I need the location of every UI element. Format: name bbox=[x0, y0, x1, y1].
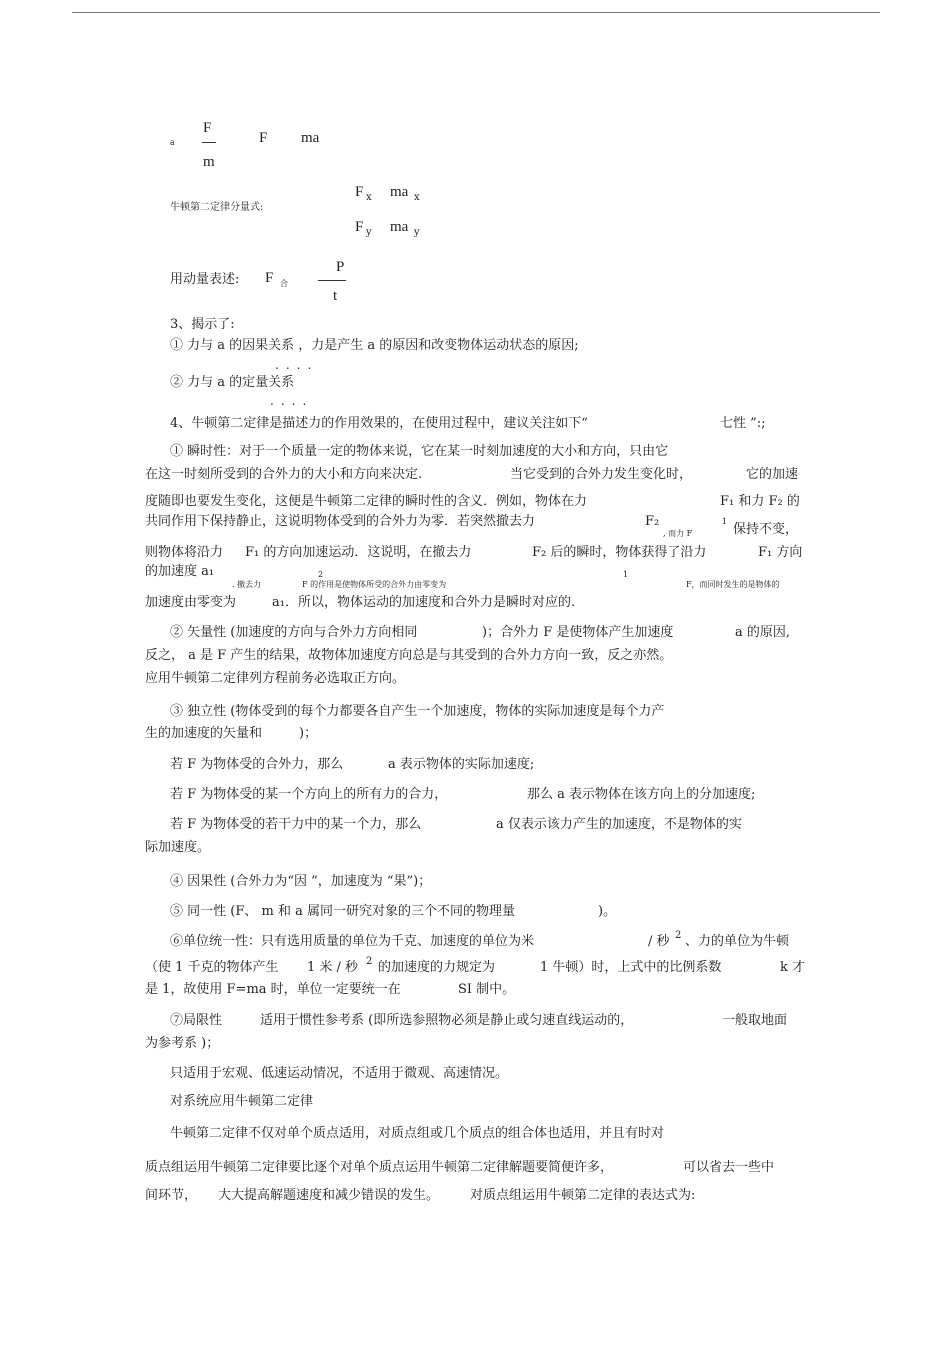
instant-line-4c: , 而力 F bbox=[663, 529, 693, 538]
formula-denominator: m bbox=[203, 154, 215, 170]
instant-line-4e: 保持不变， bbox=[733, 522, 799, 537]
indep-line-5b: a 仅表示该力产生的加速度，不是物体的实 bbox=[496, 817, 742, 832]
reveal-title: 3、揭示了: bbox=[170, 317, 235, 332]
unit-line-3b: SI 制中。 bbox=[458, 982, 516, 997]
indep-line-4b: 那么 a 表示物体在该方向上的分加速度; bbox=[527, 787, 756, 802]
system-line-3c: 对质点组运用牛顿第二定律的表达式为: bbox=[470, 1188, 696, 1203]
indep-line-4a: 若 F 为物体受的某一个方向上的所有力的合力， bbox=[170, 787, 448, 802]
system-line-3b: 大大提高解题速度和减少错误的发生。 bbox=[218, 1188, 440, 1203]
seven-props-intro: 4、牛顿第二定律是描述力的作用效果的，在使用过程中，建议关注如下“ bbox=[170, 416, 588, 431]
system-title: 对系统应用牛顿第二定律 bbox=[170, 1094, 314, 1109]
fy: F bbox=[355, 219, 364, 235]
momentum-he: 合 bbox=[280, 279, 288, 288]
same-line-a: ⑤ 同一性 (F、 m 和 a 属同一研究对象的三个不同的物理量 bbox=[170, 904, 515, 919]
fx: F bbox=[355, 184, 364, 200]
formula-a: a bbox=[170, 138, 175, 147]
formula-ma: ma bbox=[301, 130, 320, 146]
instant-line-2b: 当它受到的合外力发生变化时， bbox=[510, 467, 693, 482]
instant-line-5a: 则物体将沿力 bbox=[145, 545, 224, 560]
instant-line-3a: 度随即也要发生变化，这便是牛顿第二定律的瞬时性的含义．例如，物体在力 bbox=[145, 494, 588, 509]
indep-line-2a: 生的加速度的矢量和 bbox=[145, 726, 263, 741]
instant-line-5b: F₁ 的方向加速运动．这说明，在撤去力 bbox=[245, 545, 472, 560]
system-line-2a: 质点组运用牛顿第二定律要比逐个对单个质点运用牛顿第二定律解题要简便许多， bbox=[145, 1160, 614, 1175]
unit-line-2e: 1 牛顿）时，上式中的比例系数 bbox=[540, 960, 722, 975]
indep-line-5a: 若 F 为物体受的若干力中的某一个力，那么 bbox=[170, 817, 422, 832]
may-sub: y bbox=[414, 227, 420, 238]
vector-line-1a: ② 矢量性 (加速度的方向与合外力方向相同 bbox=[170, 625, 418, 640]
instant-line-7a: 加速度由零变为 bbox=[145, 595, 237, 610]
limit-line-1a: ⑦局限性 bbox=[170, 1013, 223, 1028]
unit-line-1d: 、力的单位为牛顿 bbox=[685, 934, 790, 949]
header-rule bbox=[72, 12, 880, 13]
emphasis-dots-1: .... bbox=[275, 358, 319, 372]
momentum-label: 用动量表述: bbox=[170, 272, 240, 287]
emphasis-dots-2: .... bbox=[270, 394, 314, 408]
seven-props-label: 七性 ”:; bbox=[720, 416, 766, 431]
max-sub: x bbox=[414, 192, 420, 203]
vector-line-1c: a 的原因, bbox=[735, 625, 791, 640]
limit-line-1c: 一般取地面 bbox=[722, 1013, 788, 1028]
may: ma bbox=[390, 219, 409, 235]
instant-line-4b: F₂ bbox=[645, 514, 660, 529]
momentum-denominator: t bbox=[333, 288, 338, 304]
reveal-item-2: ② 力与 a 的定量关系 bbox=[170, 375, 295, 390]
system-line-3a: 间环节， bbox=[145, 1188, 198, 1203]
unit-line-1b: / 秒 bbox=[648, 934, 670, 949]
instant-line-6b: 2 bbox=[318, 570, 324, 579]
instant-line-5c: F₂ 后的瞬时，物体获得了沿力 bbox=[532, 545, 707, 560]
instant-line-4d: 1 bbox=[722, 517, 728, 526]
instant-line-7b: a₁．所以，物体运动的加速度和合外力是瞬时对应的. bbox=[272, 595, 576, 610]
unit-line-1a: ⑥单位统一性：只有选用质量的单位为千克、加速度的单位为米 bbox=[170, 934, 535, 949]
unit-line-2d: 的加速度的力规定为 bbox=[378, 960, 496, 975]
indep-line-1: ③ 独立性 (物体受到的每个力都要各自产生一个加速度，物体的实际加速度是每个力产 bbox=[170, 704, 665, 719]
limit-line-1b: 适用于惯性参考系 (即所选参照物必须是静止或匀速直线运动的， bbox=[260, 1013, 634, 1028]
indep-line-3b: a 表示物体的实际加速度; bbox=[388, 757, 535, 772]
instant-line-6c: . 撤去力 bbox=[232, 580, 262, 589]
instant-line-3b: F₁ 和力 F₂ 的 bbox=[720, 494, 800, 509]
unit-line-2b: 1 米 / 秒 bbox=[307, 960, 359, 975]
momentum-numerator: P bbox=[336, 259, 345, 275]
momentum-fraction-bar bbox=[318, 280, 346, 281]
instant-line-4a: 共同作用下保持静止，这说明物体受到的合外力为零．若突然撤去力 bbox=[145, 514, 536, 529]
fy-sub: y bbox=[366, 227, 372, 238]
vector-line-3: 应用牛顿第二定律列方程前务必选取正方向。 bbox=[145, 671, 406, 686]
unit-line-2a: （使 1 千克的物体产生 bbox=[145, 960, 279, 975]
max: ma bbox=[390, 184, 409, 200]
causal-line: ④ 因果性 (合外力为“因 ”，加速度为 “果”)； bbox=[170, 874, 432, 889]
fraction-bar bbox=[202, 142, 216, 143]
same-line-b: )。 bbox=[598, 904, 617, 919]
indep-line-2b: )； bbox=[299, 726, 318, 741]
limit-line-2: 为参考系 )； bbox=[145, 1036, 220, 1051]
instant-line-1: ① 瞬时性：对于一个质量一定的物体来说，它在某一时刻加速度的大小和方向，只由它 bbox=[170, 444, 669, 459]
indep-line-6: 际加速度。 bbox=[145, 840, 211, 855]
formula-F: F bbox=[259, 130, 268, 146]
component-label: 牛顿第二定律分量式: bbox=[170, 202, 264, 213]
instant-line-6f: F，而同时发生的是物体的 bbox=[686, 580, 780, 589]
reveal-item-1: ① 力与 a 的因果关系 ，力是产生 a 的原因和改变物体运动状态的原因; bbox=[170, 338, 579, 353]
unit-line-3a: 是 1，故使用 F=ma 时，单位一定要统一在 bbox=[145, 982, 401, 997]
instant-line-6e: 1 bbox=[623, 570, 629, 579]
unit-line-2c: 2 bbox=[366, 956, 373, 967]
vector-line-2: 反之， a 是 F 产生的结果，故物体加速度方向总是与其受到的合外力方向一致，反之亦然。 bbox=[145, 648, 673, 663]
instant-line-6a: 的加速度 a₁ bbox=[145, 564, 215, 579]
unit-line-2f: k 才 bbox=[780, 960, 806, 975]
instant-line-6d: F 的作用是使物体所受的合外力由零变为 bbox=[302, 580, 447, 589]
instant-line-5d: F₁ 方向 bbox=[758, 545, 803, 560]
formula-numerator: F bbox=[203, 120, 212, 136]
system-line-1: 牛顿第二定律不仅对单个质点适用，对质点组或几个质点的组合体也适用，并且有时对 bbox=[170, 1126, 665, 1141]
vector-line-1b: )；合外力 F 是使物体产生加速度 bbox=[482, 625, 674, 640]
instant-line-2c: 它的加速 bbox=[746, 467, 799, 482]
momentum-F: F bbox=[265, 270, 274, 286]
indep-line-3a: 若 F 为物体受的合外力，那么 bbox=[170, 757, 344, 772]
fx-sub: x bbox=[366, 192, 372, 203]
instant-line-2a: 在这一时刻所受到的合外力的大小和方向来决定. bbox=[145, 467, 423, 482]
unit-line-1c: 2 bbox=[675, 930, 682, 941]
system-line-2b: 可以省去一些中 bbox=[683, 1160, 775, 1175]
limit-line-3: 只适用于宏观、低速运动情况，不适用于微观、高速情况。 bbox=[170, 1066, 509, 1081]
